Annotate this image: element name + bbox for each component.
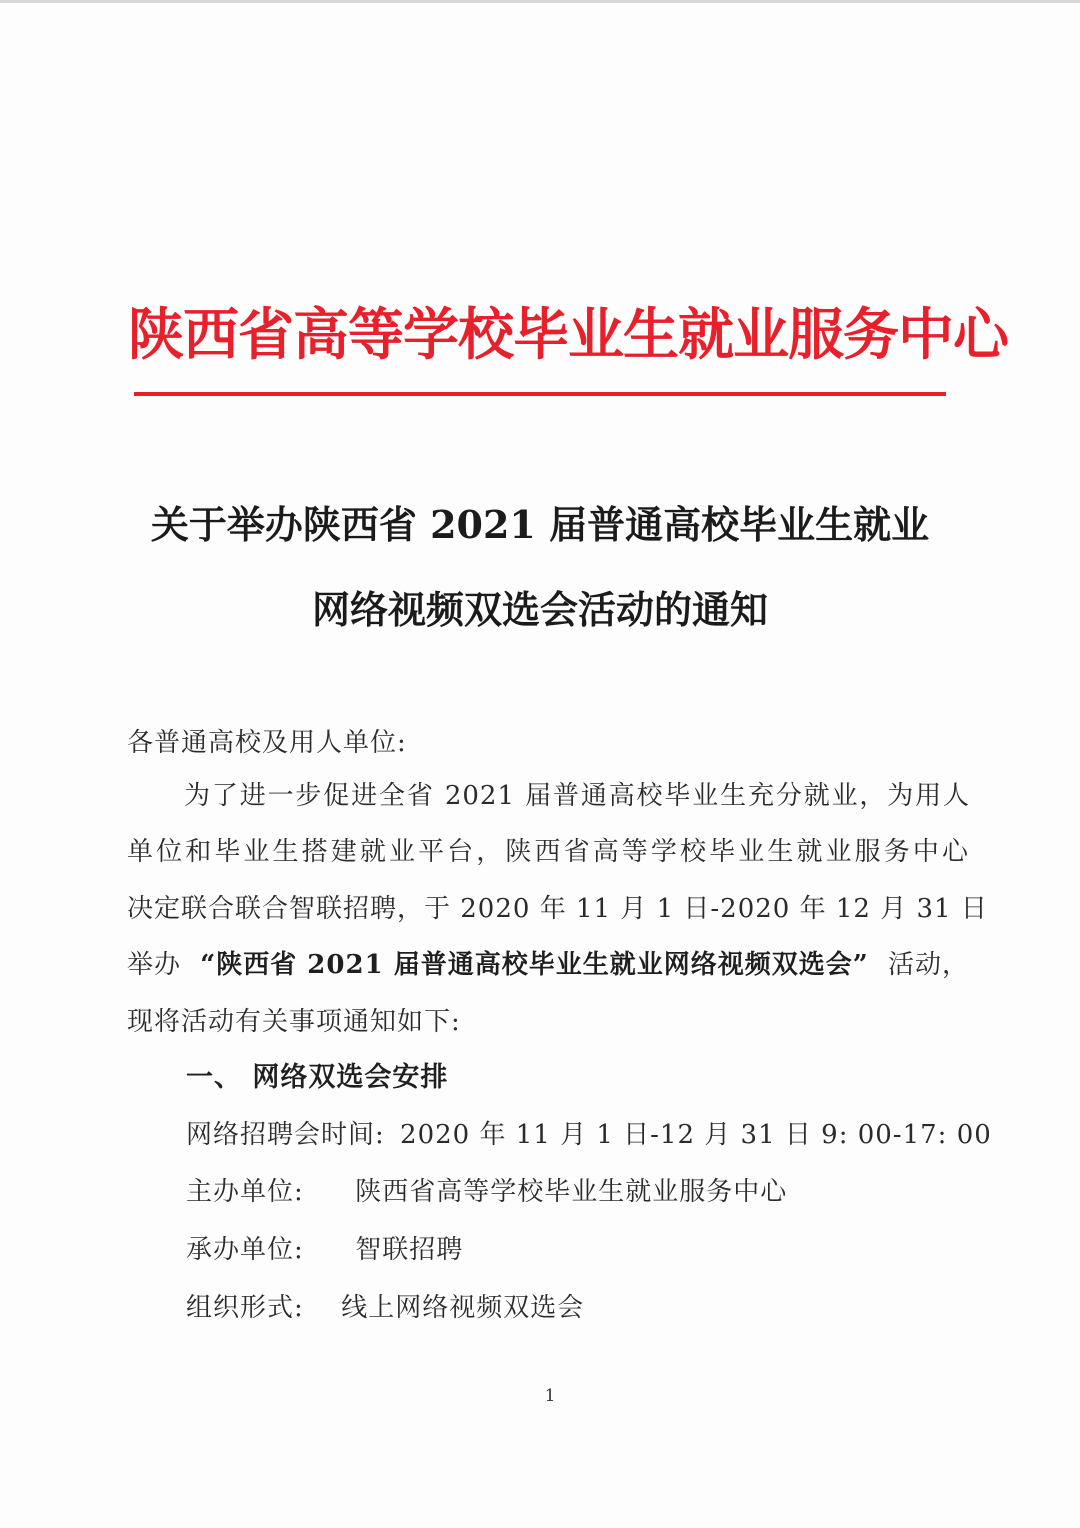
paragraph-line xyxy=(127,945,969,985)
info-row xyxy=(186,1172,787,1212)
info-label: 承办单位: xyxy=(186,1235,304,1265)
info-value: 2020 年 11 月 1 日-12 月 31 日 9: 00-17: 00 xyxy=(400,1120,992,1150)
letterhead-red-rule xyxy=(134,392,946,396)
paragraph-line: 单位和毕业生搭建就业平台，陕西省高等学校毕业生就业服务中心 xyxy=(127,837,969,867)
paragraph-text: 举办 xyxy=(127,950,182,980)
info-row xyxy=(186,1288,584,1328)
letterhead-org-name: 陕西省高等学校毕业生就业服务中心 xyxy=(128,303,1008,368)
section-heading: 一、 网络双选会安排 xyxy=(186,1062,449,1093)
info-row xyxy=(186,1230,463,1270)
info-label: 主办单位: xyxy=(186,1177,304,1207)
paragraph-line: 决定联合联合智联招聘，于 2020 年 11 月 1 日-2020 年 12 月 31 日 xyxy=(127,894,988,924)
notice-title-line1: 关于举办陕西省 2021 届普通高校毕业生就业 xyxy=(150,502,930,547)
info-row xyxy=(186,1115,992,1155)
page-top-edge xyxy=(0,0,1080,3)
paragraph-line: 为了进一步促进全省 2021 届普通高校毕业生充分就业，为用人 xyxy=(184,781,970,811)
page-number: 1 xyxy=(544,1386,556,1406)
event-name: “陕西省 2021 届普通高校毕业生就业网络视频双选会” xyxy=(200,950,869,980)
paragraph-text: 活动， xyxy=(887,950,969,980)
info-label: 组织形式: xyxy=(186,1293,304,1323)
info-value: 线上网络视频双选会 xyxy=(341,1293,585,1323)
notice-title-line2: 网络视频双选会活动的通知 xyxy=(311,587,768,632)
salutation: 各普通高校及用人单位: xyxy=(127,728,407,758)
info-label: 网络招聘会时间: xyxy=(186,1120,385,1150)
info-value: 智联招聘 xyxy=(355,1235,464,1265)
paragraph-line: 现将活动有关事项通知如下: xyxy=(127,1007,461,1037)
info-value: 陕西省高等学校毕业生就业服务中心 xyxy=(355,1177,788,1207)
